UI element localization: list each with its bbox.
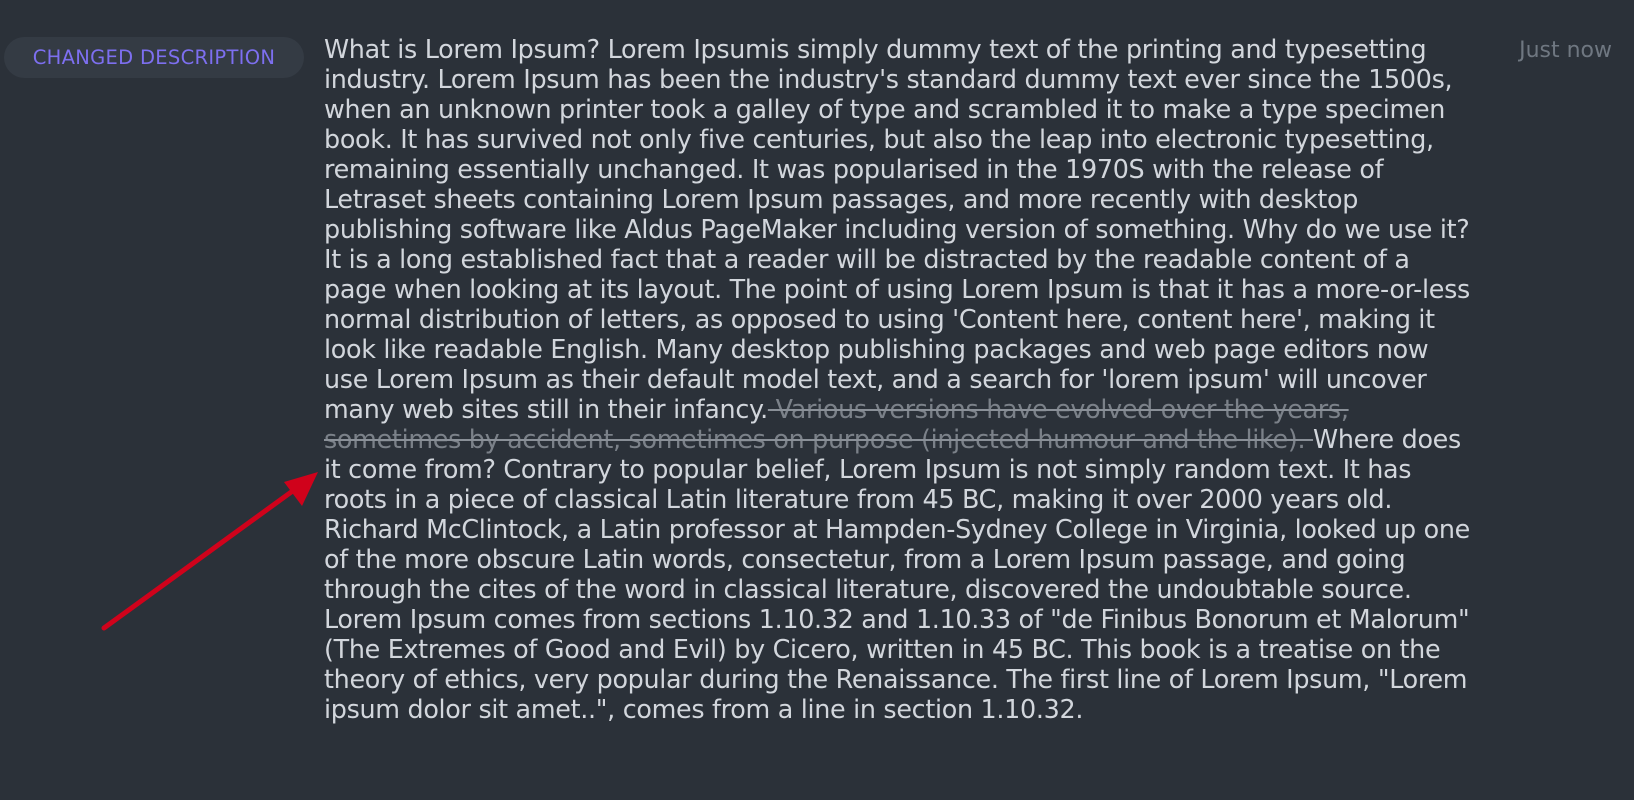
description-diff-text	[324, 34, 1474, 724]
removed-text: Various versions have evolved over the years, sometimes by accident, sometimes on purpose (injected humour and the like).	[324, 394, 1349, 454]
changed-description-badge: CHANGED DESCRIPTION	[4, 37, 304, 78]
unchanged-text-after: Where does it come from? Contrary to popular belief, Lorem Ipsum is not simply random text. It has roots in a piece of classical Latin literature from 45 BC, making it over 2000 years old. Richard McClintock, a Latin professor at Hampden-Sydney College in Virginia, looked up one of the more obscure Latin words, consectetur, from a Lorem Ipsum passage, and going through the cites of the word in classical literature, discovered the undoubtable source. Lorem Ipsum comes from sections 1.10.32 and 1.10.33 of "de Finibus Bonorum et Malorum" (The Extremes of Good and Evil) by Cicero, written in 45 BC. This book is a treatise on the theory of ethics, very popular during the Renaissance. The first line of Lorem Ipsum, "Lorem ipsum dolor sit amet..", comes from a line in section 1.10.32.	[324, 424, 1470, 724]
timestamp: Just now	[1519, 38, 1612, 63]
unchanged-text-before: What is Lorem Ipsum? Lorem Ipsumis simply dummy text of the printing and typesetting industry. Lorem Ipsum has been the industry's standard dummy text ever since the 1500s, when an unknown printer took a galley of type and scrambled it to make a type specimen book. It has survived not only five centuries, but also the leap into electronic typesetting, remaining essentially unchanged. It was popularised in the 1970S with the release of Letraset sheets containing Lorem Ipsum passages, and more recently with desktop publishing software like Aldus PageMaker including version of something. Why do we use it? It is a long established fact that a reader will be distracted by the readable content of a page when looking at its layout. The point of using Lorem Ipsum is that it has a more-or-less normal distribution of letters, as opposed to using 'Content here, content here', making it look like readable English. Many desktop publishing packages and web page editors now use Lorem Ipsum as their default model text, and a search for 'lorem ipsum' will uncover many web sites still in their infancy.	[324, 34, 1470, 424]
